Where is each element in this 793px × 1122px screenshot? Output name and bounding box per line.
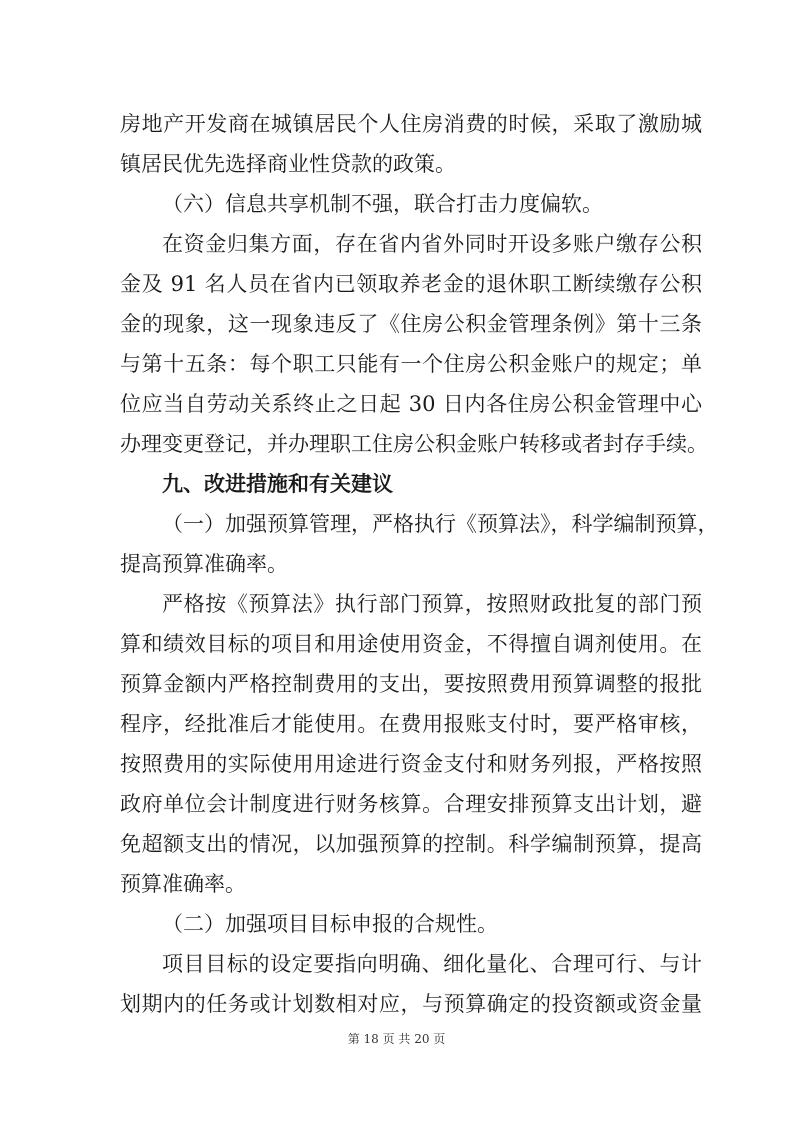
- text-line: 金的现象，这一现象违反了《住房公积金管理条例》第十三条: [120, 312, 702, 336]
- text-line: 房地产开发商在城镇居民个人住房消费的时候，采取了激励城: [120, 112, 702, 136]
- text-line: 办理变更登记，并办理职工住房公积金账户转移或者封存手续。: [120, 432, 708, 456]
- text-line: 与第十五条：每个职工只能有一个住房公积金账户的规定；单: [120, 352, 702, 376]
- text-line: 按照费用的实际使用用途进行资金支付和财务列报，严格按照: [120, 752, 702, 776]
- text-line: 预算金额内严格控制费用的支出，要按照费用预算调整的报批: [120, 672, 702, 696]
- text-line: 划期内的任务或计划数相对应，与预算确定的投资额或资金量: [120, 992, 702, 1016]
- text-line: 程序，经批准后才能使用。在费用报账支付时，要严格审核，: [120, 712, 702, 736]
- text-line: （一）加强预算管理，严格执行《预算法》，科学编制预算，: [162, 512, 719, 536]
- text-line: 镇居民优先选择商业性贷款的政策。: [120, 152, 456, 176]
- text-line: 金及 91 名人员在省内已领取养老金的退休职工断续缴存公积: [120, 272, 702, 296]
- body-text: [120, 104, 719, 1024]
- text-line: 位应当自劳动关系终止之日起 30 日内各住房公积金管理中心: [120, 392, 702, 416]
- text-line: 免超额支出的情况，以加强预算的控制。科学编制预算，提高: [120, 832, 702, 856]
- section-heading: 九、改进措施和有关建议: [162, 471, 393, 496]
- text-line: 算和绩效目标的项目和用途使用资金，不得擅自调剂使用。在: [120, 632, 702, 656]
- text-line: 严格按《预算法》执行部门预算，按照财政批复的部门预: [162, 592, 702, 616]
- text-line: （二）加强项目目标申报的合规性。: [162, 912, 498, 936]
- text-line: 提高预算准确率。: [120, 552, 288, 576]
- text-line: 预算准确率。: [120, 872, 246, 896]
- text-line: 项目目标的设定要指向明确、细化量化、合理可行、与计: [162, 952, 702, 976]
- text-line: （六）信息共享机制不强，联合打击力度偏软。: [162, 192, 603, 216]
- text-line: 政府单位会计制度进行财务核算。合理安排预算支出计划，避: [120, 792, 702, 816]
- page-footer: 第 18 页 共 20 页: [347, 1032, 446, 1046]
- text-line: 在资金归集方面，存在省内省外同时开设多账户缴存公积: [162, 232, 702, 256]
